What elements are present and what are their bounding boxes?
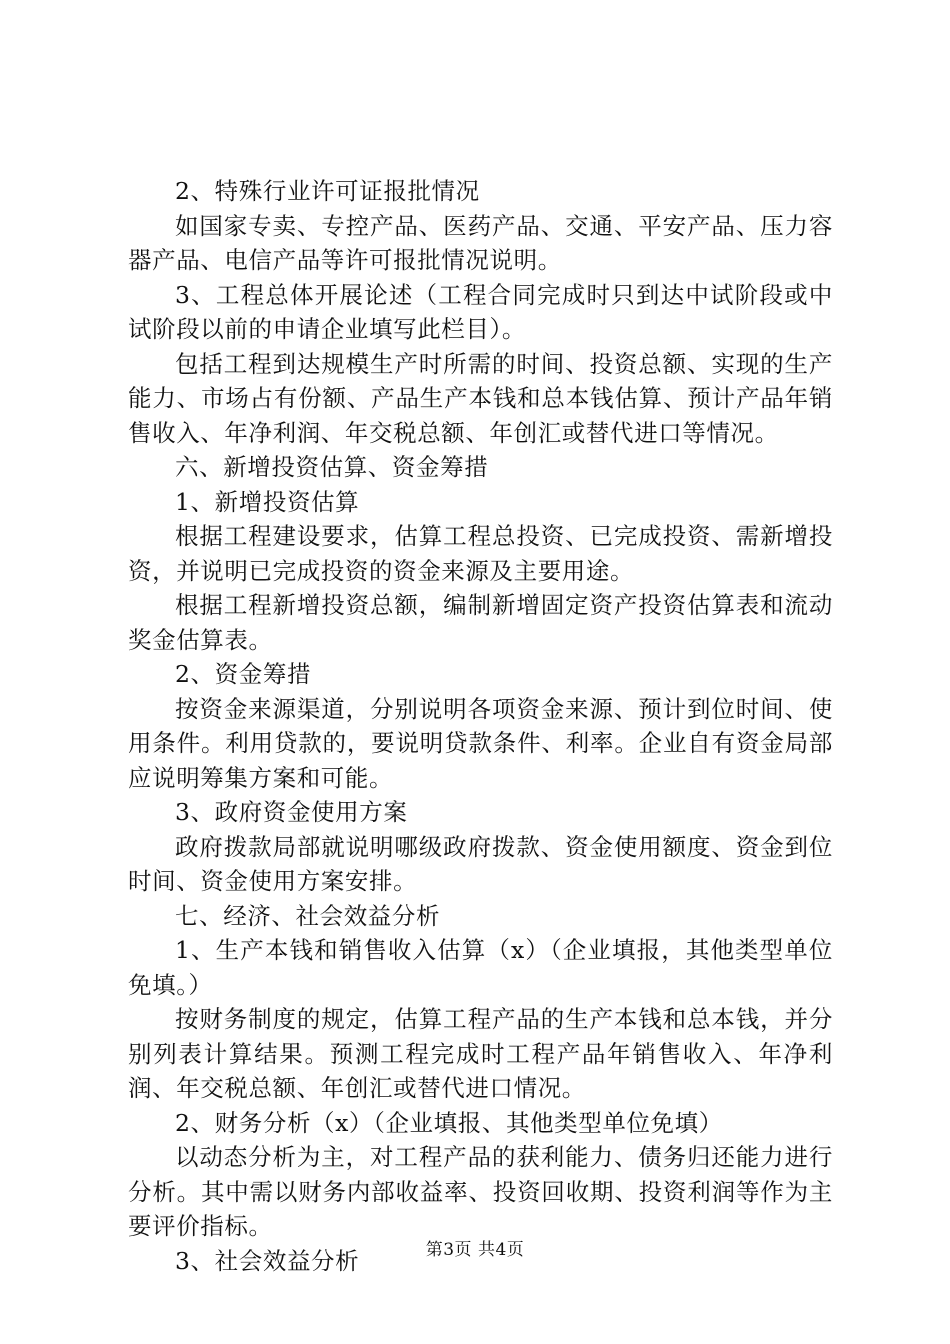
page-footer: 第3页 共4页: [425, 1240, 525, 1260]
body-paragraph: 按资金来源渠道，分别说明各项资金来源、预计到位时间、使用条件。利用贷款的，要说明贷款条件、利率。企业自有资金局部应说明筹集方案和可能。: [128, 694, 833, 792]
document-body: [128, 174, 833, 1278]
section-heading-investment: 六、新增投资估算、资金筹措: [175, 453, 489, 481]
subheading-new-investment: 1、新增投资估算: [175, 487, 360, 516]
subheading-special-license: 2、特殊行业许可证报批情况: [175, 177, 480, 205]
body-paragraph: 按财务制度的规定，估算工程产品的生产本钱和总本钱，并分别列表计算结果。预测工程完成时工程产品年销售收入、年净利润、年交税总额、年创汇或替代进口情况。: [128, 1005, 833, 1102]
section-heading-benefit-analysis: 七、经济、社会效益分析: [175, 901, 441, 930]
body-paragraph: 根据工程建设要求，估算工程总投资、已完成投资、需新增投资，并说明已完成投资的资金来源及主要用途。: [128, 522, 833, 585]
body-paragraph: 以动态分析为主，对工程产品的获利能力、债务归还能力进行分析。其中需以财务内部收益率、投资回收期、投资利润等作为主要评价指标。: [128, 1143, 833, 1240]
body-paragraph: 根据工程新增投资总额，编制新增固定资产投资估算表和流动奖金估算表。: [128, 591, 833, 654]
body-paragraph: 包括工程到达规模生产时所需的时间、投资总额、实现的生产能力、市场占有份额、产品生产本钱和总本钱估算、预计产品年销售收入、年净利润、年交税总额、年创汇或替代进口等情况。: [128, 349, 833, 447]
subheading-financial-analysis: 2、财务分析（x）（企业填报、其他类型单位免填）: [175, 1108, 723, 1137]
subheading-fundraising: 2、资金筹措: [175, 660, 312, 688]
subheading-cost-revenue: 1、生产本钱和销售收入估算（x）（企业填报，其他类型单位免填。）: [128, 936, 833, 999]
subheading-overall-development: 3、工程总体开展论述（工程合同完成时只到达中试阶段或中试阶段以前的申请企业填写此栏目）。: [128, 280, 833, 343]
body-paragraph: 政府拨款局部就说明哪级政府拨款、资金使用额度、资金到位时间、资金使用方案安排。: [128, 832, 833, 895]
subheading-social-benefit: 3、社会效益分析: [175, 1246, 360, 1275]
body-paragraph: 如国家专卖、专控产品、医药产品、交通、平安产品、压力容器产品、电信产品等许可报批情况说明。: [128, 211, 833, 274]
subheading-government-funds: 3、政府资金使用方案: [175, 798, 408, 826]
